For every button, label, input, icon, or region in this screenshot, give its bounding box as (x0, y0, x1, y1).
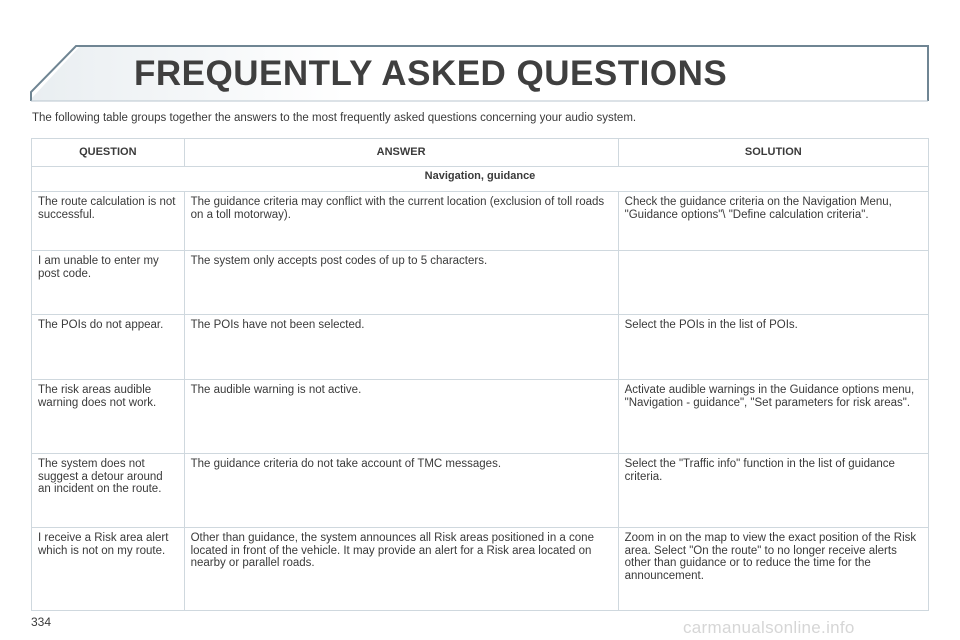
solution-cell: Check the guidance criteria on the Navigation Menu, "Guidance options"\ "Define calculation criteria". (618, 192, 928, 251)
question-cell: The POIs do not appear. (32, 315, 185, 380)
answer-cell: The guidance criteria may conflict with the current location (exclusion of toll roads on a toll motorway). (184, 192, 618, 251)
solution-cell: Select the "Traffic info" function in the list of guidance criteria. (618, 454, 928, 528)
column-header-question: QUESTION (32, 139, 185, 167)
solution-cell (618, 251, 928, 315)
page-number: 334 (31, 615, 52, 629)
column-header-answer: ANSWER (184, 139, 618, 167)
table-row (32, 192, 929, 251)
answer-cell: Other than guidance, the system announces all Risk areas positioned in a cone located in front of the vehicle. It may provide an alert for a Risk area located on nearby or parallel roads. (184, 528, 618, 611)
solution-cell: Zoom in on the map to view the exact position of the Risk area. Select "On the route" to no longer receive alerts other than guidance or to reduce the time for the announcement. (618, 528, 928, 611)
header-banner (0, 0, 960, 110)
section-row (32, 167, 929, 192)
solution-cell: Activate audible warnings in the Guidance options menu, "Navigation - guidance", "Set parameters for risk areas". (618, 380, 928, 454)
column-header-solution: SOLUTION (618, 139, 928, 167)
table-row (32, 251, 929, 315)
intro-text: The following table groups together the answers to the most frequently asked questions concerning your audio system. (32, 112, 637, 124)
question-cell: The system does not suggest a detour around an incident on the route. (32, 454, 185, 528)
question-cell: The risk areas audible warning does not work. (32, 380, 185, 454)
section-title: Navigation, guidance (32, 167, 929, 192)
solution-cell: Select the POIs in the list of POIs. (618, 315, 928, 380)
table-row (32, 380, 929, 454)
answer-cell: The audible warning is not active. (184, 380, 618, 454)
table-row (32, 454, 929, 528)
answer-cell: The POIs have not been selected. (184, 315, 618, 380)
faq-table (31, 138, 929, 611)
question-cell: The route calculation is not successful. (32, 192, 185, 251)
watermark: carmanualsonline.info (683, 618, 855, 637)
table-row (32, 315, 929, 380)
question-cell: I am unable to enter my post code. (32, 251, 185, 315)
table-row (32, 528, 929, 611)
table-header-row (32, 139, 929, 167)
answer-cell: The system only accepts post codes of up to 5 characters. (184, 251, 618, 315)
question-cell: I receive a Risk area alert which is not on my route. (32, 528, 185, 611)
page-title: FREQUENTLY ASKED QUESTIONS (134, 54, 728, 93)
answer-cell: The guidance criteria do not take account of TMC messages. (184, 454, 618, 528)
